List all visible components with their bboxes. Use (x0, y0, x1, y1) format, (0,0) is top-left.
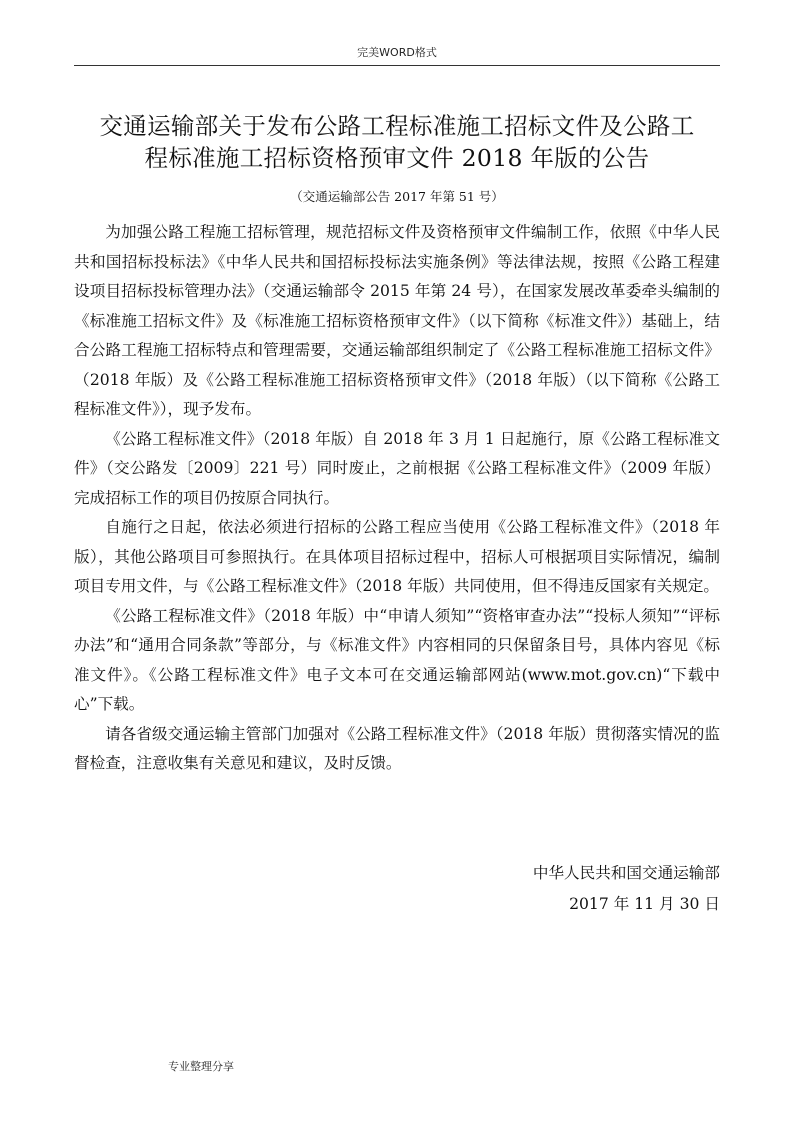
signature-block (533, 858, 720, 920)
paragraph-2: 《公路工程标准文件》（2018 年版）自 2018 年 3 月 1 日起施行，原《公路工程标准文件》（交公路发〔2009〕221 号）同时废止，之前根据《公路工程标准文件》（2009 年版）完成招标工作的项目仍按原合同执行。 (74, 429, 720, 507)
page-header: 完美WORD格式 (357, 46, 437, 59)
paragraph-5: 请各省级交通运输主管部门加强对《公路工程标准文件》（2018 年版）贯彻落实情况的监督检查，注意收集有关意见和建议，及时反馈。 (74, 724, 720, 772)
document-title-line-2: 程标准施工招标资格预审文件 2018 年版的公告 (144, 144, 650, 172)
document-body (74, 218, 720, 779)
paragraph-3: 自施行之日起，依法必须进行招标的公路工程应当使用《公路工程标准文件》（2018 年版），其他公路项目可参照执行。在具体项目招标过程中，招标人可根据项目实际情况，编制项目专用文件，与《公路工程标准文件》（2018 年版）共同使用，但不得违反国家有关规定。 (74, 518, 720, 595)
document-title (70, 110, 724, 174)
issue-date: 2017 年 11 月 30 日 (569, 895, 720, 913)
header-divider (74, 65, 720, 66)
page-footer: 专业整理分享 (168, 1060, 234, 1073)
announcement-number: （交通运输部公告 2017 年第 51 号） (290, 189, 504, 204)
paragraph-1: 为加强公路工程施工招标管理，规范招标文件及资格预审文件编制工作，依照《中华人民共和国招标投标法》《中华人民共和国招标投标法实施条例》等法律法规，按照《公路工程建设项目招标投标管理办法》（交通运输部令 2015 年第 24 号），在国家发展改革委牵头编制的《标准施工招标文件》及《标准施工招标资格预审文件》（以下简称《标准文件》）基础上，结合公路工程施工招标特点和管理需要，交通运输部组织制定了《公路工程标准施工招标文件》（2018 年版）及《公路工程标准施工招标资格预审文件》（2018 年版）（以下简称《公路工程标准文件》），现予发布。 (74, 223, 720, 418)
paragraph-4: 《公路工程标准文件》（2018 年版）中“申请人须知”“资格审查办法”“投标人须知”“评标办法”和“通用合同条款”等部分，与《标准文件》内容相同的只保留条目号，具体内容见《标准文件》。《公路工程标准文件》电子文本可在交通运输部网站(www.mot.gov.cn)“下载中心”下载。 (74, 606, 720, 713)
document-title-line-1: 交通运输部关于发布公路工程标准施工招标文件及公路工 (99, 112, 695, 140)
issuing-organization: 中华人民共和国交通运输部 (532, 864, 720, 882)
